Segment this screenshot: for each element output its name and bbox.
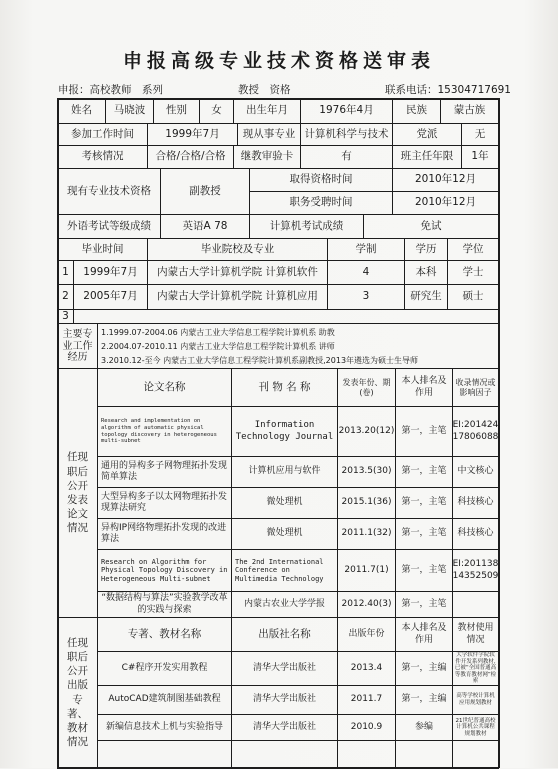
edu-header-time: 毕业时间 — [81, 242, 124, 255]
paper-issue: 2013.20(12) — [338, 425, 395, 436]
book-usage: 大学软件学院软件开发系列教材,已被“全国普通高等教育教材网”检索 — [454, 652, 497, 685]
edu-row-degree: 硕士 — [462, 290, 484, 303]
cont-edu-label: 继教审验卡 — [240, 150, 294, 163]
paper-header-index: 收录情况或影响因子 — [455, 377, 496, 397]
book-publisher: 清华大学出版社 — [252, 694, 316, 705]
paper-journal: 内蒙古农业大学学报 — [243, 598, 325, 609]
edu-row-level: 本科 — [415, 265, 437, 278]
obtain-label: 取得资格时间 — [289, 173, 353, 186]
book-year: 2011.7 — [350, 694, 383, 705]
paper-title: 异构IP网络物理拓扑发现的改进算法 — [101, 522, 227, 544]
ethnicity-value: 蒙古族 — [453, 104, 486, 117]
paper-header-journal: 刊 物 名 称 — [258, 380, 311, 393]
birth-label: 出生年月 — [246, 104, 288, 117]
qualification-grade: 教授 资格 — [238, 84, 291, 96]
gender-label: 性别 — [166, 104, 187, 117]
hire-value: 2010年12月 — [414, 196, 477, 209]
experience-item: 3.2010.12-至今 内蒙古工业大学信息工程学院计算机系副教授,2013年遴选为硕士生导师 — [101, 356, 419, 365]
edu-row-no: 3 — [62, 310, 69, 322]
obtain-value: 2010年12月 — [414, 173, 477, 186]
book-header-role: 本人排名及作用 — [401, 623, 447, 645]
paper-role: 第一，主笔 — [401, 425, 447, 436]
current-job-value: 计算机科学与技术 — [304, 127, 389, 140]
edu-row-no: 2 — [62, 290, 69, 303]
book-title: 新编信息技术上机与实验指导 — [105, 721, 223, 732]
paper-index: EI:201424 17806088 — [453, 420, 498, 442]
paper-title: 通用的异构多子网物理拓扑发现简单算法 — [101, 460, 228, 482]
gender-value: 女 — [211, 104, 222, 117]
foreign-language-value: 英语A 78 — [182, 219, 228, 232]
paper-journal: 计算机应用与软件 — [248, 466, 321, 477]
computer-exam-label: 计算机考试成绩 — [269, 219, 344, 232]
foreign-language-label: 外语考试等级成绩 — [67, 219, 151, 232]
paper-role: 第一，主笔 — [401, 528, 447, 539]
book-publisher: 清华大学出版社 — [252, 721, 316, 732]
book-header-title: 专著、教材名称 — [127, 627, 202, 640]
birth-value: 1976年4月 — [319, 104, 374, 117]
paper-journal: 微处理机 — [266, 528, 303, 539]
paper-index: EI:201138 14352509 — [453, 559, 498, 581]
contact-phone: 联系电话：15304717691 — [385, 84, 511, 96]
work-start-label: 参加工作时间 — [71, 127, 134, 140]
paper-journal: 微处理机 — [266, 497, 303, 508]
edu-header-degree: 学位 — [462, 242, 484, 255]
paper-role: 第一，主笔 — [401, 497, 447, 508]
assessment-label: 考核情况 — [81, 150, 124, 163]
paper-index: 中文核心 — [457, 466, 494, 477]
paper-title: “数据结构与算法”实验教学改革的实践与探索 — [101, 593, 228, 615]
book-usage: 高等学校计算机应用规划教材 — [456, 693, 495, 706]
name-value: 马晓波 — [113, 104, 146, 117]
applicant-series: 申报：高校教师 系列 — [58, 84, 163, 96]
edu-row-years: 3 — [362, 290, 370, 303]
edu-row-school: 内蒙古大学计算机学院 计算机应用 — [157, 290, 318, 303]
paper-issue: 2015.1(36) — [341, 497, 392, 508]
edu-row-degree: 学士 — [462, 265, 484, 278]
book-role: 第一，主编 — [401, 694, 447, 705]
hire-label: 职务受聘时间 — [289, 196, 353, 209]
assessment-value: 合格/合格/合格 — [155, 150, 226, 163]
experience-item: 2.2004.07-2010.11 内蒙古工业大学信息工程学院计算机系 讲师 — [101, 342, 335, 351]
paper-role: 第一，主笔 — [401, 564, 447, 575]
paper-index: 科技核心 — [457, 528, 494, 539]
paper-issue: 2012.40(3) — [341, 598, 392, 609]
paper-title: Research and implementation on algorithm of automatic physical topology discovery in heterogeneous multi-subnet — [101, 418, 217, 445]
book-publisher: 清华大学出版社 — [252, 662, 316, 673]
paper-header-title: 论文名称 — [143, 380, 186, 393]
book-usage: 21世纪普通高校计算机公共课程规划教材 — [455, 717, 496, 737]
paper-journal: The 2nd International Conference on Multimedia Technology — [235, 557, 324, 583]
form-title: 申报高级专业技术资格送审表 — [122, 50, 435, 72]
paper-header-issue: 发表年份、期(卷) — [342, 377, 391, 397]
book-title: C#程序开发实用教程 — [121, 662, 208, 673]
edu-header-school: 毕业院校及专业 — [200, 242, 275, 255]
paper-issue: 2011.7(1) — [344, 564, 389, 575]
paper-role: 第一，主笔 — [401, 466, 447, 477]
book-header-year: 出版年份 — [348, 628, 385, 639]
computer-exam-value: 免试 — [420, 219, 442, 232]
edu-header-years: 学制 — [355, 242, 377, 255]
advisor-value: 1年 — [471, 150, 489, 163]
paper-journal: Information Technology Journal — [235, 420, 334, 442]
edu-row-no: 1 — [62, 265, 69, 278]
book-title: AutoCAD建筑制图基础教程 — [108, 694, 221, 705]
paper-role: 第一，主笔 — [401, 598, 447, 609]
edu-header-level: 学历 — [415, 242, 437, 255]
work-start-value: 1999年7月 — [165, 127, 220, 140]
books-section-label: 任现职后公开出版专著、教材情况 — [67, 636, 88, 749]
book-role: 参编 — [414, 721, 433, 732]
edu-row-years: 4 — [362, 265, 370, 278]
edu-row-time: 1999年7月 — [83, 265, 138, 278]
book-header-publisher: 出版社名称 — [258, 627, 311, 640]
party-label: 党派 — [416, 127, 438, 140]
experience-list — [101, 326, 497, 368]
edu-row-level: 研究生 — [410, 290, 442, 303]
book-header-usage: 教材使用情况 — [457, 623, 494, 645]
ethnicity-label: 民族 — [406, 104, 427, 117]
paper-title: 大型异构多子以太网物理拓扑发现算法研究 — [101, 491, 228, 513]
edu-row-time: 2005年7月 — [83, 290, 138, 303]
paper-index: 科技核心 — [457, 497, 494, 508]
book-role: 第一，主编 — [401, 662, 447, 673]
experience-label: 主要专业工作经历 — [62, 329, 93, 364]
papers-section-label: 任现职后公开发表论文情况 — [67, 451, 88, 535]
experience-item: 1.1999.07-2004.06 内蒙古工业大学信息工程学院计算机系 助教 — [101, 328, 335, 337]
paper-title: Research on Algorithm for Physical Topology Discovery in Heterogeneous Multi-subnet — [101, 557, 228, 583]
name-label: 姓名 — [71, 104, 92, 117]
cont-edu-value: 有 — [341, 150, 352, 163]
party-value: 无 — [474, 127, 486, 140]
paper-issue: 2013.5(30) — [341, 466, 392, 477]
tech-title-label: 现有专业技术资格 — [67, 184, 151, 197]
book-year: 2010.9 — [350, 721, 383, 732]
tech-title-value: 副教授 — [189, 184, 221, 197]
paper-issue: 2011.1(32) — [341, 528, 392, 539]
paper-header-role: 本人排名及作用 — [401, 376, 447, 398]
book-year: 2013.4 — [350, 662, 383, 673]
edu-row-school: 内蒙古大学计算机学院 计算机软件 — [157, 265, 318, 278]
current-job-label: 现从事专业 — [242, 127, 296, 140]
advisor-label: 班主任年限 — [400, 150, 454, 163]
